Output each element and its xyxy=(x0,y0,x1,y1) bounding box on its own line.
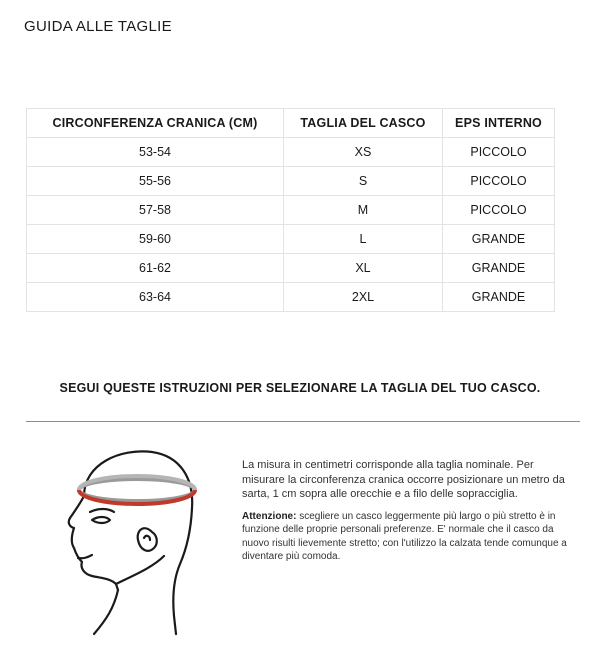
table-cell: PICCOLO xyxy=(443,138,555,167)
attention-label: Attenzione: xyxy=(242,510,297,522)
table-cell: XS xyxy=(284,138,443,167)
measurement-paragraph: La misura in centimetri corrisponde alla taglia nominale. Per misurare la circonferenza cranica occorre posizionare un metro da sarta, 1 cm sopra alle orecchie e a filo delle sopracciglia. xyxy=(242,459,565,500)
instructions-text xyxy=(242,458,572,564)
page-title: GUIDA ALLE TAGLIE xyxy=(24,18,172,35)
table-row xyxy=(27,254,555,283)
table-cell: 59-60 xyxy=(27,225,284,254)
table-cell: GRANDE xyxy=(443,283,555,312)
table-row xyxy=(27,138,555,167)
column-header-circumference: CIRCONFERENZA CRANICA (CM) xyxy=(27,109,284,138)
table-cell: M xyxy=(284,196,443,225)
divider xyxy=(26,421,580,422)
table-cell: 53-54 xyxy=(27,138,284,167)
table-row xyxy=(27,225,555,254)
head-measurement-icon xyxy=(40,438,210,638)
table-cell: L xyxy=(284,225,443,254)
table-cell: 57-58 xyxy=(27,196,284,225)
attention-paragraph xyxy=(242,510,572,564)
table-cell: 55-56 xyxy=(27,167,284,196)
instructions-heading: SEGUI QUESTE ISTRUZIONI PER SELEZIONARE LA TAGLIA DEL TUO CASCO. xyxy=(59,381,541,395)
table-row xyxy=(27,167,555,196)
table-row xyxy=(27,196,555,225)
table-cell: 2XL xyxy=(284,283,443,312)
table-cell: 61-62 xyxy=(27,254,284,283)
column-header-eps: EPS INTERNO xyxy=(443,109,555,138)
table-cell: XL xyxy=(284,254,443,283)
table-cell: GRANDE xyxy=(443,225,555,254)
table-header-row xyxy=(27,109,555,138)
table-cell: S xyxy=(284,167,443,196)
column-header-helmet-size: TAGLIA DEL CASCO xyxy=(284,109,443,138)
table-cell: PICCOLO xyxy=(443,196,555,225)
table-cell: PICCOLO xyxy=(443,167,555,196)
table-cell: GRANDE xyxy=(443,254,555,283)
size-table xyxy=(26,108,555,312)
attention-text: scegliere un casco leggermente più largo o più stretto è in funzione delle proprie personali preferenze. E' normale che il casco da nuovo risulti lievemente stretto; con l'utilizzo la calzata tende comunque a diventare più comoda. xyxy=(242,510,567,562)
table-row xyxy=(27,283,555,312)
table-cell: 63-64 xyxy=(27,283,284,312)
